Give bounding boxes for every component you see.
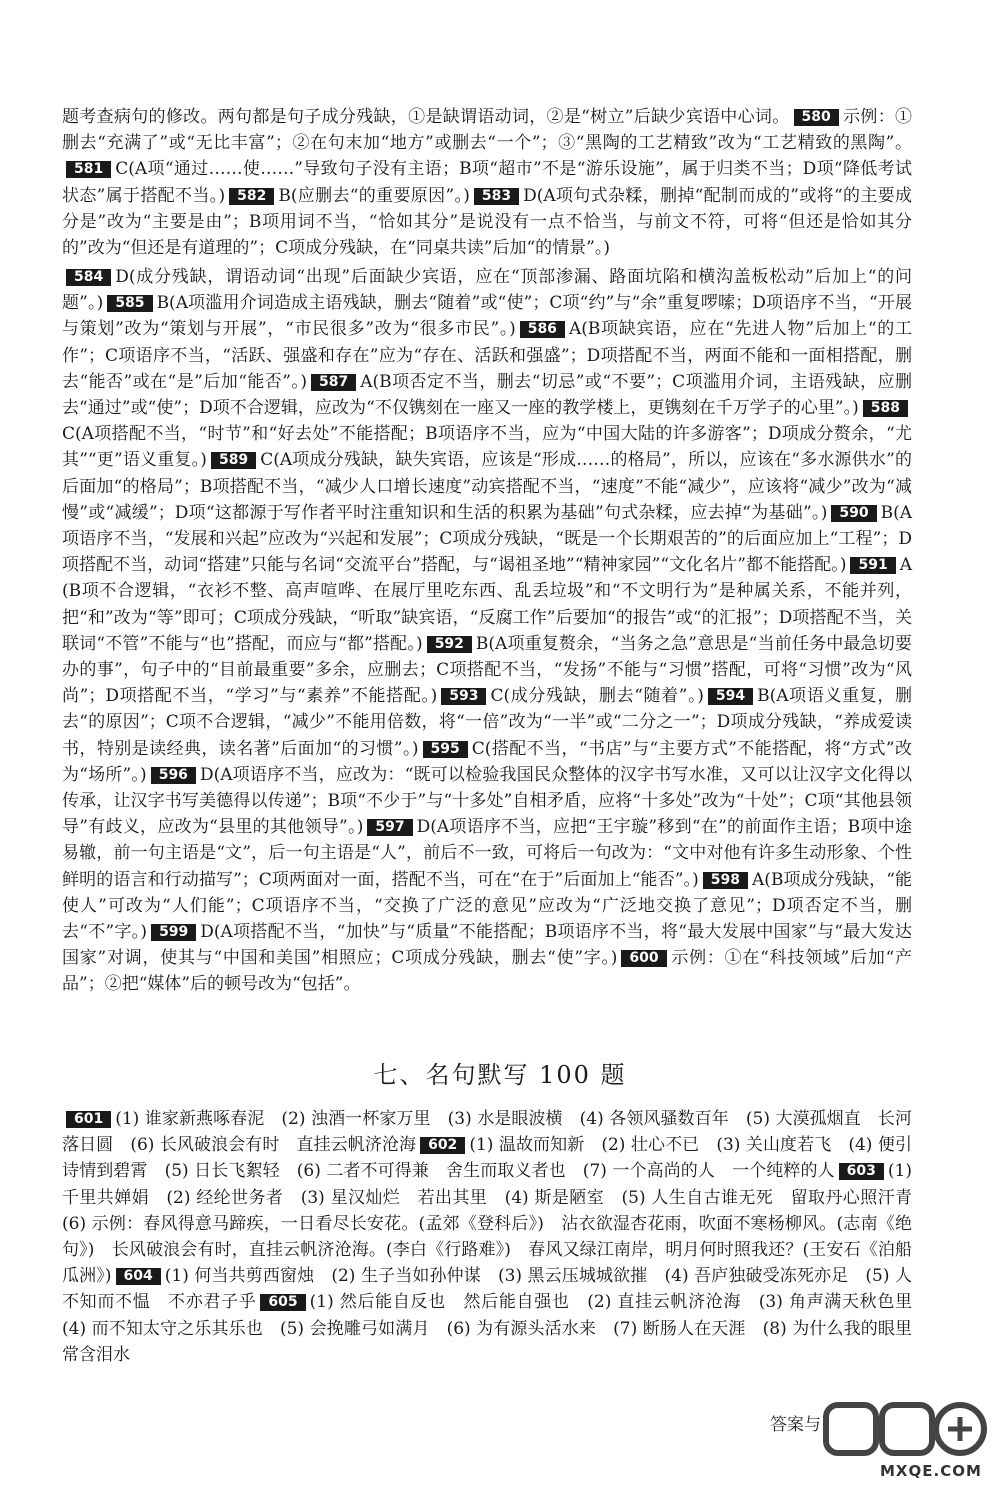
question-badge: 594 (708, 688, 753, 705)
question-badge: 593 (441, 688, 486, 705)
answer-text: C(搭配不当，“书店”与“主要方式”不能搭配，将“方式”改为“场所”。) (62, 738, 912, 785)
watermark-text: MXQE.COM (880, 1462, 982, 1480)
question-badge: 592 (427, 636, 472, 653)
answer-text: B(A项语序不当，“发展和兴起”应改为“兴起和发展”；C项成分残缺，“既是一个长期艰苦的”的后面应加上“工程”；D项搭配不当，动词“搭建”只能与名词“交流平台”搭配，与“谒祖圣地”“精神家园”“文化名片”都不能搭配。) (62, 502, 912, 576)
question-badge: 596 (151, 767, 196, 784)
question-badge: 583 (474, 188, 519, 205)
paragraph-601-605 (62, 1106, 930, 1368)
paragraph-580-583 (62, 104, 912, 261)
answer-text: (1) 然后能自反也 然后能自强也 (2) 直挂云帆济沧海 (3) 角声满天秋色里 (4) 而不知太守之乐其乐也 (5) 会挽雕弓如满月 (6) 为有源头活水来 (7) 断肠人在天涯 (8) 为什么我的眼里常含泪水 (62, 1292, 930, 1365)
question-badge: 584 (66, 269, 111, 286)
answer-text: D(A项搭配不当，“加快”与“质量”不能搭配；B项语序不当，将“最大发展中国家”与“最大发达国家”对调，使其与“中国和美国”相照应；C项成分残缺，删去“使”字。) (62, 922, 912, 969)
question-badge: 585 (107, 295, 152, 312)
question-badge: 586 (520, 321, 565, 338)
question-badge: 587 (311, 374, 356, 391)
section-heading: 七、名句默写 100 题 (373, 1061, 627, 1089)
answer-text: (1) 谁家新燕啄春泥 (2) 浊酒一杯家万里 (3) 水是眼波横 (4) 各领风骚数百年 (5) 大漠孤烟直 长河落日圆 (6) 长风破浪会有时 直挂云帆济沧海 (62, 1109, 912, 1156)
question-badge: 580 (794, 109, 839, 126)
answer-text: C(成分残缺，删去“随着”。) (490, 686, 704, 707)
question-badge: 588 (863, 400, 908, 417)
answer-text: A(B项不合逻辑，“衣衫不整、高声喧哗、在展厅里吃东西、乱丢垃圾”和“不文明行为”是种属关系，不能并列，把“和”改为“等”即可；C项成分残缺，“听取”缺宾语，“反腐工作”后要加“的报告”或“的汇报”；D项搭配不当，关联词“不管”不能与“也”搭配，而应与“都”搭配。) (62, 555, 912, 654)
answer-text: (1) 何当共剪西窗烛 (2) 生子当如孙仲谋 (3) 黑云压城城欲摧 (4) 吾庐独破受冻死亦足 (5) 人不知而不愠 不亦君子乎 (62, 1266, 913, 1313)
answer-text: B(A项重复赘余，“当务之急”意思是“当前任务中最急切要办的事”，句子中的“目前最重要”多余，应删去；C项搭配不当，“发扬”不能与“习惯”搭配，可将“习惯”改为“风尚”；D项搭配不当，“学习”与“素养”不能搭配。) (62, 633, 912, 707)
question-badge: 599 (151, 924, 196, 941)
question-badge: 602 (420, 1137, 465, 1154)
question-badge: 595 (423, 741, 468, 758)
question-badge: 590 (831, 505, 876, 522)
answer-text: B(A项滥用介词造成主语残缺，删去“随着”或“使”；C项“约”与“余”重复啰嗦；D项语序不当，“开展与策划”改为“策划与开展”，“市民很多”改为“很多市民”。) (62, 293, 913, 340)
question-badge: 591 (850, 557, 895, 574)
answer-text: D(A项语序不当，应改为：“既可以检验我国民众整体的汉字书写水准，又可以让汉字文化得以传承，让汉字书写美德得以传递”；B项“不少于”与“十多处”自相矛盾，应将“十多处”改为“十处”；C项“其他县领导”有歧义，应改为“县里的其他领导”。) (62, 764, 913, 838)
question-badge: 598 (703, 872, 748, 889)
answer-text: A(B项缺宾语，应在“先进人物”后加上“的工作”；C项语序不当，“活跃、强盛和存在”应为“存在、活跃和强盛”；D项搭配不当，两面不能和一面相搭配，删去“能否”或在“是”后加“能否”。) (62, 319, 912, 392)
answer-text: (1) 千里共婵娟 (2) 经纶世务者 (3) 星汉灿烂 若出其里 (4) 斯是陋室 (5) 人生自古谁无死 留取丹心照汗青 (6) 示例：春风得意马蹄疾，一日看尽长安花。(孟郊《登科后》) 沾衣欲湿杏花雨，吹面不寒杨柳风。(志南《绝句》) 长风破浪会有时，直挂云帆济沧海。(李白《行路难》) 春风又绿江南岸，明月何时照我还？(王安石《泊船瓜洲》) (62, 1161, 929, 1287)
answer-text: B(应删去“的重要原因”。) (278, 185, 470, 206)
answer-text: D(A项语序不当，应把“王宇璇”移到“在”的前面作主语；B项中途易辙，前一句主语是“文”，后一句主语是“人”，前后不一致，可将后一句改为：“文中对他有许多生动形象、个性鲜明的语言和行动描写”；C项两面对一面，搭配不当，可在“在于”后面加上“能否”。) (62, 817, 912, 890)
paragraph-584-600 (62, 264, 912, 998)
answer-text: A(B项成分残缺，“能使人”可改为“人们能”；C项语序不当，“交换了广泛的意见”应改为“广泛地交换了意见”；D项否定不当，删去“不”字。) (62, 869, 913, 943)
question-badge: 589 (211, 452, 256, 469)
answer-text: B(A项语义重复，删去“的原因”；C项不合逻辑，“减少”不能用倍数，将“一倍”改为“一半”或“二分之一”；D项成分残缺，“养成爱读书，特别是读经典，读名著”后面加“的习惯”。) (62, 686, 913, 759)
answer-text: D(成分残缺，谓语动词“出现”后面缺少宾语，应在“顶部渗漏、路面坑陷和横沟盖板松动”后加上“的问题”。) (62, 267, 912, 314)
question-badge: 597 (367, 819, 412, 836)
question-badge: 581 (66, 161, 111, 178)
question-badge: 604 (116, 1268, 161, 1285)
question-badge: 605 (260, 1294, 305, 1311)
question-badge: 603 (839, 1163, 884, 1180)
question-badge: 601 (66, 1111, 111, 1128)
answer-text: 题考查病句的修改。两句都是句子成分残缺，①是缺谓语动词，②是“树立”后缺少宾语中心词。 (62, 107, 790, 127)
question-badge: 600 (621, 950, 666, 967)
answer-text: C(A项“通过……使……”导致句子没有主语；B项“超市”不是“游乐设施”，属于归类不当；D项“降低考试状态”属于搭配不当。) (62, 159, 912, 206)
answer-text: A(B项否定不当，删去“切忌”或“不要”；C项滥用介词，主语残缺，应删去“通过”或“使”；D项不合逻辑，应改为“不仅镌刻在一座又一座的教学楼上，更镌刻在千万学子的心里”。) (62, 371, 913, 419)
answer-text: D(A项句式杂糅，删掉“配制而成的”或将“的主要成分是”改为“主要是由”；B项用词不当，“恰如其分”是说没有一点不恰当，与前文不符，可将“但还是恰如其分的”改为“但还是有道理的”；C项成分残缺，在“同桌共读”后加“的情景”。) (62, 185, 912, 259)
answer-text: (1) 温故而知新 (2) 壮心不已 (3) 关山度若飞 (4) 便引诗情到碧霄 (5) 日长飞絮轻 (6) 二者不可得兼 舍生而取义者也 (7) 一个高尚的人 一个纯粹的人 (62, 1135, 913, 1182)
answer-text: 示例：①在“科技领域”后加“产品”；②把“媒体”后的顿号改为“包括”。 (62, 948, 913, 995)
page-footer-label: 答案与 (770, 1415, 821, 1435)
answer-text: 示例：①删去“充满了”或“无比丰富”；②在句末加“地方”或删去“一个”；③“黑陶的工艺精致”改为“工艺精致的黑陶”。 (62, 107, 913, 154)
answer-text: C(A项成分残缺，缺失宾语，应该是“形成……的格局”，所以，应该在“多水源供水”的后面加“的格局”；B项搭配不当，“减少人口增长速度”动宾搭配不当，“速度”不能“减少”，应该将“减少”改为“减慢”或“减缓”；D项“这都源于写作者平时注重知识和生活的积累为基础”句式杂糅，应去掉“为基础”。) (62, 450, 912, 523)
answer-text: C(A项搭配不当，“时节”和“好去处”不能搭配；B项语序不当，应为“中国大陆的许多游客”；D项成分赘余，“尤其”“更”语义重复。) (62, 424, 912, 471)
question-badge: 582 (229, 188, 274, 205)
